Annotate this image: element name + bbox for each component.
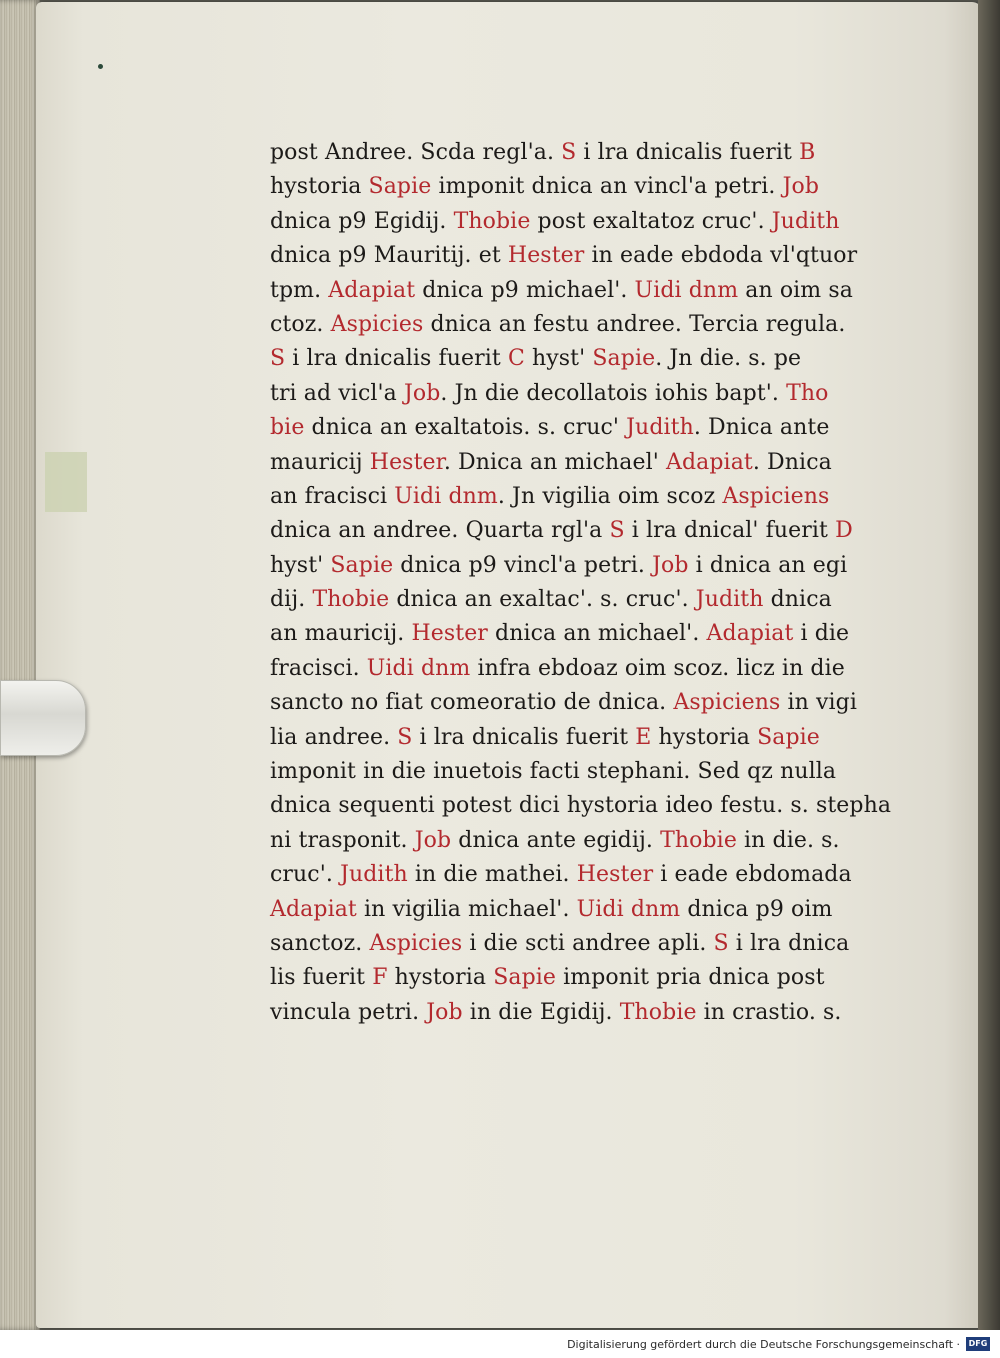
text-line [270,446,880,480]
body-text: i die scti andree apli. [462,930,714,956]
body-text: cruc'. [270,862,341,888]
body-text: infra ebdoaz oim scoz. licz in die [470,655,845,681]
body-text: . Dnica ante [693,415,830,441]
body-text: i die [793,621,850,647]
text-line [270,205,880,239]
page-clip [0,680,86,756]
ink-dot [98,64,103,69]
body-text: in eade ebdoda vl'qtuor [584,243,858,269]
body-text: ni trasponit. [270,827,415,853]
rubric-text: E [635,724,652,750]
body-text: sancto no fiat comeoratio de dnica. [270,690,674,716]
body-text: dnica ante egidij. [451,827,661,853]
body-text: dnica p9 Egidij. [270,208,454,234]
body-text: dij. [270,587,313,613]
body-text: . Dnica [752,449,832,475]
body-text: in vigilia michael'. [356,896,577,922]
rubric-text: Hester [576,862,654,888]
body-text: dnica [763,587,832,613]
rubric-text: Aspiciens [673,690,781,716]
body-text: . Jn die. s. pe [655,346,802,372]
rubric-text: Job [403,380,441,406]
rubric-text: Adapiat [665,449,753,475]
tab-mark [45,452,87,512]
rubric-text: D [835,518,853,544]
text-line [270,927,880,961]
body-text: sanctoz. [270,930,370,956]
body-text: i lra dnicalis fuerit [285,346,508,372]
body-text: imponit in die inuetois facti stephani. Sed qz nulla [270,759,837,785]
body-text: dnica p9 michael'. [415,277,635,303]
body-text: fracisci. [270,655,367,681]
rubric-text: Sapie [757,724,820,750]
text-line [270,652,880,686]
rubric-text: Uidi dnm [394,483,498,509]
text-line [270,342,880,376]
body-text: hyst' [270,552,331,578]
text-line [270,514,880,548]
rubric-text: Job [652,552,689,578]
text-line [270,755,880,789]
text-line [270,617,880,651]
text-line [270,996,880,1030]
body-text: an oim sa [738,277,853,303]
body-text: post Andree. Scda regl'a. [270,140,562,165]
body-text: hyst' [524,346,593,372]
rubric-text: Uidi dnm [576,896,681,922]
rubric-text: Aspicies [330,311,424,337]
body-text: in die mathei. [407,862,577,888]
stacked-page-edges [0,0,40,1330]
footer-bar [0,1330,1000,1358]
book-spine-shadow [978,0,1000,1330]
body-text: lis fuerit [270,965,373,991]
text-line [270,136,880,170]
rubric-text: Sapie [330,552,394,578]
rubric-text: Sapie [592,346,656,372]
body-text: in crastio. s. [696,999,842,1025]
body-text: in die Egidij. [462,999,620,1025]
rubric-text: Thobie [619,999,697,1025]
body-text: dnica p9 Mauritij. et [270,243,508,269]
rubric-text: Adapiat [328,277,416,303]
body-text: tri ad vicl'a [270,380,404,406]
rubric-text: C [507,346,525,372]
text-line [270,686,880,720]
rubric-text: Judith [340,862,408,888]
rubric-text: Aspicies [369,930,463,956]
body-text: dnica sequenti potest dici hystoria ideo festu. s. stepha [270,793,892,819]
printed-text-block [270,136,892,1030]
body-text: imponit pria dnica post [556,965,825,991]
body-text: tpm. [270,277,329,303]
body-text: dnica p9 oim [680,896,833,922]
body-text: an fracisci [270,483,395,509]
rubric-text: S [270,346,286,372]
text-line [270,377,880,411]
dfg-logo: DFG [966,1337,990,1351]
rubric-text: Sapie [493,965,557,991]
body-text: hystoria [270,174,369,200]
body-text: i lra dnicalis fuerit [576,140,800,165]
body-text: i lra dnicalis fuerit [412,724,636,750]
rubric-text: B [799,140,816,165]
rubric-text: Thobie [453,208,531,234]
text-line [270,721,880,755]
body-text: vincula petri. [270,999,427,1025]
body-text: hystoria [651,724,758,750]
text-line [270,961,880,995]
rubric-text: Thobie [312,587,390,613]
body-text: an mauricij. [270,621,412,647]
rubric-text: F [372,965,388,991]
text-line [270,480,880,514]
rubric-text: Tho [786,380,829,406]
footer-credit: Digitalisierung gefördert durch die Deutsche Forschungsgemeinschaft · [567,1338,960,1351]
rubric-text: Hester [369,449,444,475]
text-line [270,583,880,617]
body-text: dnica an exaltatois. s. cruc' [304,415,627,441]
text-line [270,549,880,583]
text-line [270,239,880,273]
text-line [270,893,880,927]
text-line [270,274,880,308]
rubric-text: S [397,724,413,750]
body-text: in vigi [780,690,857,716]
body-text: mauricij [270,449,370,475]
body-text: lia andree. [270,724,398,750]
body-text: post exaltatoz cruc'. [530,208,772,234]
text-line [270,789,892,823]
body-text: dnica an michael'. [487,621,707,647]
body-text: dnica an exaltac'. s. cruc'. [389,587,696,613]
text-line [270,824,880,858]
body-text: i eade ebdomada [653,862,852,888]
body-text: dnica an andree. Quarta rgl'a [270,518,610,544]
body-text: . Dnica an michael' [443,449,666,475]
rubric-text: Thobie [660,827,737,853]
text-line [270,411,880,445]
body-text: dnica p9 vincl'a petri. [393,552,653,578]
body-text: in die. s. [736,827,840,853]
rubric-text: Judith [695,587,764,613]
rubric-text: Hester [411,621,488,647]
body-text: hystoria [387,965,494,991]
body-text: ctoz. [270,311,331,337]
rubric-text: Job [414,827,452,853]
body-text: . Jn vigilia oim scoz [497,483,723,509]
rubric-text: Adapiat [706,621,794,647]
rubric-text: S [713,930,729,956]
rubric-text: Aspiciens [722,483,830,509]
rubric-text: Sapie [368,174,432,200]
rubric-text: Uidi dnm [366,655,471,681]
rubric-text: Job [782,174,820,200]
text-line [270,308,880,342]
rubric-text: Uidi dnm [634,277,739,303]
body-text: i lra dnical' fuerit [624,518,836,544]
rubric-text: S [609,518,625,544]
text-line [270,858,880,892]
rubric-text: Hester [507,243,585,269]
body-text: imponit dnica an vincl'a petri. [431,174,783,200]
body-text: i lra dnica [728,930,850,956]
rubric-text: bie [270,415,305,441]
body-text: dnica an festu andree. Tercia regula. [423,311,846,337]
rubric-text: Judith [626,415,694,441]
body-text: . Jn die decollatois iohis bapt'. [440,380,787,406]
body-text: i dnica an egi [688,552,848,578]
rubric-text: Adapiat [270,896,357,922]
rubric-text: S [561,140,577,165]
rubric-text: Judith [771,208,840,234]
text-line [270,170,880,204]
rubric-text: Job [426,999,463,1025]
